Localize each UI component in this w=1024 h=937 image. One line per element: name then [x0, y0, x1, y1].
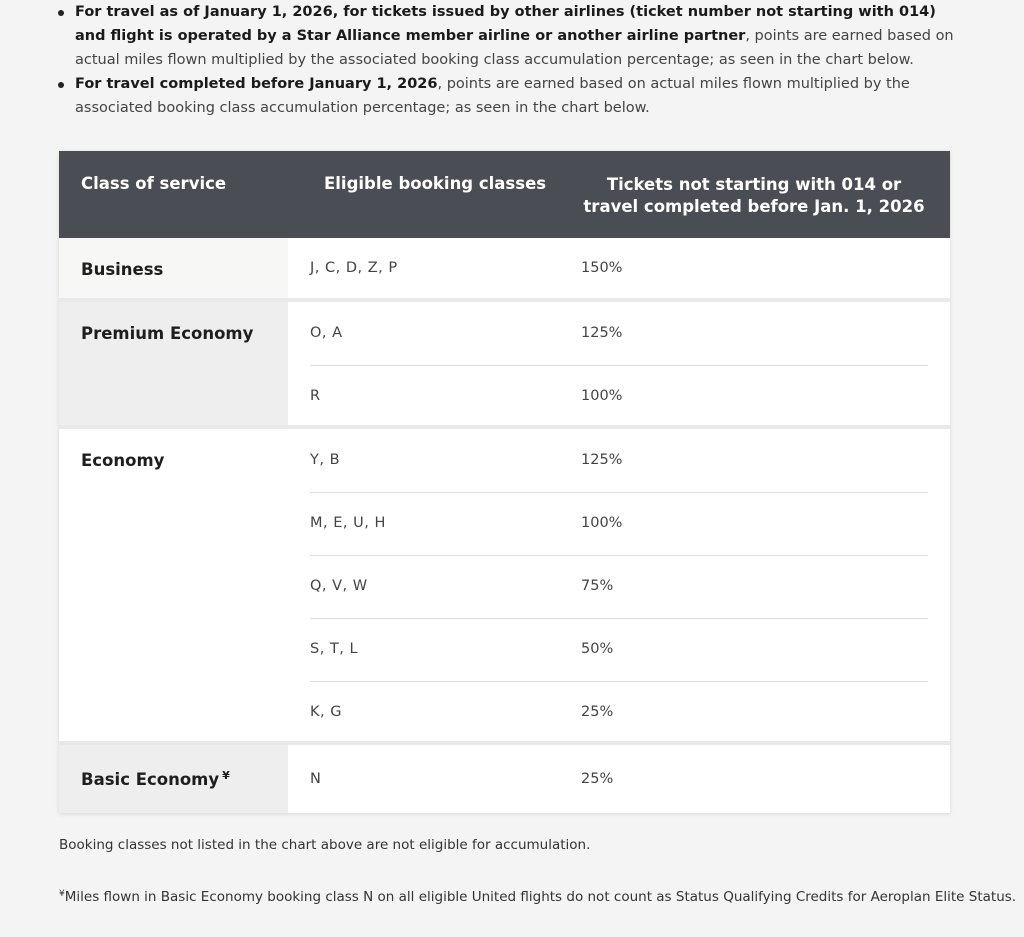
booking-classes: Y, B: [310, 452, 341, 468]
accumulation-table: [59, 151, 950, 813]
table-row: [288, 745, 950, 813]
booking-classes: M, E, U, H: [310, 515, 386, 531]
accumulation-percentage: 125%: [581, 452, 623, 468]
booking-classes: O, A: [310, 325, 343, 341]
accumulation-percentage: 150%: [581, 260, 623, 276]
footnote-marker: ¥: [59, 889, 65, 899]
accumulation-percentage: 100%: [581, 515, 623, 531]
accumulation-percentage: 125%: [581, 325, 623, 341]
accumulation-percentage: 75%: [581, 578, 614, 594]
booking-classes: N: [310, 771, 322, 787]
bullet-bold-text: For travel completed before January 1, 2026: [75, 76, 438, 92]
header-tickets-line2: travel completed before Jan. 1, 2026: [583, 197, 925, 216]
class-name: [59, 745, 288, 813]
accumulation-percentage: 50%: [581, 641, 614, 657]
group-economy: [59, 425, 950, 741]
class-name: Business: [59, 238, 288, 298]
group-business: [59, 238, 950, 298]
header-eligible-booking-classes: Eligible booking classes: [324, 174, 547, 193]
bullet-text: , points are earned based on actual miles flown multiplied by the associated booking class accumulation percentage; as seen in the chart below.: [75, 28, 954, 68]
bullet-bold-text: For travel as of January 1, 2026, for tickets issued by other airlines (ticket number not starting with 014) and flight is operated by a Star Alliance member airline or another airline partner: [75, 4, 936, 44]
booking-classes: Q, V, W: [310, 578, 368, 594]
group-premium-economy: [59, 298, 950, 425]
bullet-text: , points are earned based on actual miles flown multiplied by the associated booking class accumulation percentage; as seen in the chart below.: [75, 76, 910, 116]
table-row: [288, 492, 950, 555]
header-class-of-service: Class of service: [81, 174, 227, 193]
accumulation-percentage: 100%: [581, 388, 623, 404]
class-name-text: Basic Economy: [81, 770, 220, 789]
bullet-travel-as-of-2026: [58, 0, 958, 72]
group-basic-economy: [59, 741, 950, 813]
table-row: [288, 555, 950, 618]
booking-classes: K, G: [310, 704, 342, 720]
table-row: [288, 302, 950, 365]
booking-classes: S, T, L: [310, 641, 359, 657]
class-name: Premium Economy: [59, 302, 288, 425]
accumulation-percentage: 25%: [581, 771, 614, 787]
bullet-travel-before-2026: [58, 72, 958, 120]
footnote: [59, 889, 1016, 905]
not-listed-note: Booking classes not listed in the chart above are not eligible for accumulation.: [59, 837, 591, 853]
table-header: [59, 151, 950, 238]
bullet-list: [58, 0, 958, 120]
table-row: [288, 681, 950, 741]
class-name: Economy: [59, 429, 288, 741]
footnote-text: Miles flown in Basic Economy booking class N on all eligible United flights do not count as Status Qualifying Credits for Aeroplan Elite Status.: [64, 889, 1017, 905]
header-tickets: [569, 174, 939, 218]
table-row: [288, 429, 950, 492]
table-row: [288, 238, 950, 298]
table-row: [288, 618, 950, 681]
booking-classes: J, C, D, Z, P: [310, 260, 398, 276]
booking-classes: R: [310, 388, 321, 404]
header-tickets-line1: Tickets not starting with 014 or: [606, 175, 902, 194]
footnote-marker: ¥: [222, 769, 230, 782]
accumulation-percentage: 25%: [581, 704, 614, 720]
table-row: [288, 365, 950, 425]
